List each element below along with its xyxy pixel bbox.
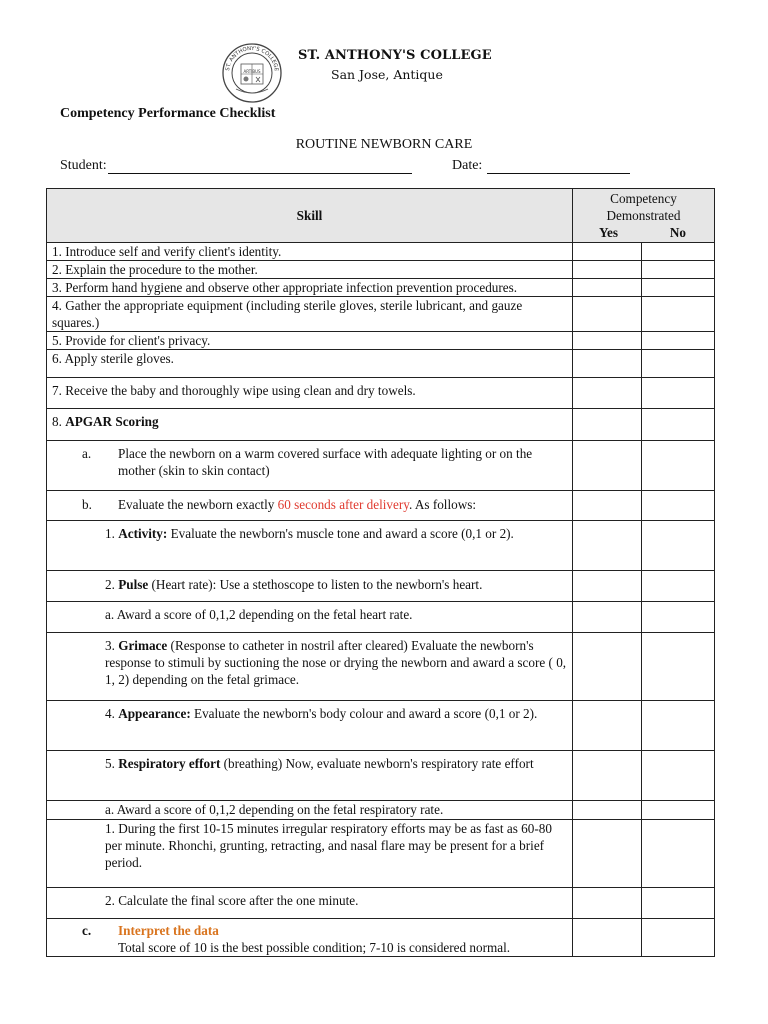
- table-row: [47, 571, 715, 602]
- yes-cell[interactable]: [573, 279, 642, 297]
- skill-text-part: . As follows:: [409, 497, 477, 512]
- skill-cell: [47, 751, 573, 801]
- yes-no-header: [573, 224, 714, 241]
- pulse-heading: Pulse: [118, 577, 149, 592]
- no-header: No: [669, 225, 687, 240]
- skill-cell: 6. Apply sterile gloves.: [47, 350, 573, 378]
- table-row: [47, 602, 715, 633]
- table-row: [47, 888, 715, 919]
- skill-number: 3.: [105, 638, 119, 653]
- skill-number: 1.: [105, 526, 119, 541]
- skill-cell: [47, 521, 573, 571]
- no-cell[interactable]: [642, 441, 715, 491]
- date-label: Date:: [452, 158, 483, 173]
- yes-cell[interactable]: [573, 751, 642, 801]
- no-cell[interactable]: [642, 261, 715, 279]
- yes-cell[interactable]: [573, 350, 642, 378]
- table-row: [47, 409, 715, 441]
- skill-text: (Heart rate): Use a stethoscope to listen to the newborn's heart.: [148, 577, 483, 592]
- skill-cell: a. Award a score of 0,1,2 depending on the fetal respiratory rate.: [47, 801, 573, 820]
- document-title: ROUTINE NEWBORN CARE: [295, 137, 473, 152]
- skill-header: Skill: [47, 189, 573, 243]
- table-row: [47, 261, 715, 279]
- no-cell[interactable]: [642, 888, 715, 919]
- yes-cell[interactable]: [573, 602, 642, 633]
- skill-text: Evaluate the newborn's muscle tone and award a score (0,1 or 2).: [167, 526, 514, 541]
- skill-cell: 5. Provide for client's privacy.: [47, 332, 573, 350]
- skill-text: Total score of 10 is the best possible condition; 7-10 is considered normal.: [118, 940, 511, 955]
- skill-cell: [47, 701, 573, 751]
- svg-text:ARTIBUS: ARTIBUS: [243, 69, 261, 74]
- item-letter: a.: [82, 446, 92, 461]
- skill-cell: [47, 571, 573, 602]
- skill-cell: 4. Gather the appropriate equipment (including sterile gloves, sterile lubricant, and gauze squares.): [47, 297, 573, 332]
- skill-number: 8.: [52, 414, 66, 429]
- skill-cell: [47, 491, 573, 521]
- skill-text: Evaluate the newborn's body colour and award a score (0,1 or 2).: [190, 706, 538, 721]
- skill-text: (breathing) Now, evaluate newborn's respiratory rate effort: [220, 756, 534, 771]
- no-cell[interactable]: [642, 633, 715, 701]
- yes-cell[interactable]: [573, 491, 642, 521]
- activity-heading: Activity:: [118, 526, 168, 541]
- table-row: [47, 919, 715, 957]
- yes-header: Yes: [599, 225, 619, 240]
- competency-header-line2: Demonstrated: [606, 208, 681, 223]
- no-cell[interactable]: [642, 820, 715, 888]
- appearance-heading: Appearance:: [118, 706, 191, 721]
- table-row: [47, 633, 715, 701]
- table-row: [47, 279, 715, 297]
- skill-text: Place the newborn on a warm covered surface with adequate lighting or on the mother (skin to skin contact): [118, 446, 533, 478]
- yes-cell[interactable]: [573, 801, 642, 820]
- item-letter: b.: [82, 497, 92, 512]
- table-row: [47, 332, 715, 350]
- yes-cell[interactable]: [573, 243, 642, 261]
- yes-cell[interactable]: [573, 633, 642, 701]
- interpret-block: [118, 922, 510, 956]
- college-seal-logo: [222, 43, 282, 103]
- checklist-title: Competency Performance Checklist: [60, 106, 276, 121]
- skill-text: [118, 496, 476, 513]
- no-cell[interactable]: [642, 409, 715, 441]
- no-cell[interactable]: [642, 297, 715, 332]
- yes-cell[interactable]: [573, 571, 642, 602]
- no-cell[interactable]: [642, 602, 715, 633]
- date-blank-line[interactable]: [487, 159, 630, 174]
- no-cell[interactable]: [642, 751, 715, 801]
- table-row: [47, 801, 715, 820]
- skill-cell: 2. Explain the procedure to the mother.: [47, 261, 573, 279]
- interpret-heading: Interpret the data: [118, 923, 219, 938]
- student-blank-line[interactable]: [108, 159, 412, 174]
- skill-cell: [47, 378, 573, 409]
- skill-cell: 1. Introduce self and verify client's identity.: [47, 243, 573, 261]
- table-row: [47, 751, 715, 801]
- yes-cell[interactable]: [573, 261, 642, 279]
- skill-number: 5.: [105, 756, 119, 771]
- yes-cell[interactable]: [573, 332, 642, 350]
- table-header-row: [47, 189, 715, 243]
- competency-header-line1: Competency: [610, 191, 677, 206]
- no-cell[interactable]: [642, 491, 715, 521]
- no-cell[interactable]: [642, 919, 715, 957]
- skill-cell: [47, 409, 573, 441]
- table-row: [47, 820, 715, 888]
- no-cell[interactable]: [642, 521, 715, 571]
- no-cell[interactable]: [642, 279, 715, 297]
- table-row: [47, 491, 715, 521]
- table-row: [47, 378, 715, 409]
- no-cell[interactable]: [642, 701, 715, 751]
- skill-cell: 1. During the first 10-15 minutes irregular respiratory efforts may be as fast as 60-80 per minute. Rhonchi, grunting, retracting, and nasal flare may be present for a brief period.: [47, 820, 573, 888]
- item-letter: c.: [82, 923, 92, 938]
- table-row: [47, 350, 715, 378]
- no-cell[interactable]: [642, 378, 715, 409]
- student-field[interactable]: [60, 158, 412, 174]
- no-cell[interactable]: [642, 350, 715, 378]
- skill-cell: [47, 919, 573, 957]
- skill-text: 7. Receive the baby and thoroughly wipe using clean and dry towels.: [52, 383, 416, 398]
- table-row: [47, 701, 715, 751]
- yes-cell[interactable]: [573, 521, 642, 571]
- college-location: San Jose, Antique: [331, 67, 443, 82]
- yes-cell[interactable]: [573, 409, 642, 441]
- skill-text-part: Evaluate the newborn exactly: [118, 497, 278, 512]
- table-row: [47, 243, 715, 261]
- skill-number: 4.: [105, 706, 119, 721]
- skill-number: 2.: [105, 577, 119, 592]
- skill-cell: 2. Calculate the final score after the one minute.: [47, 888, 573, 919]
- competency-table: [46, 188, 715, 957]
- grimace-heading: Grimace: [118, 638, 168, 653]
- yes-cell[interactable]: [573, 297, 642, 332]
- no-cell[interactable]: [642, 243, 715, 261]
- respiratory-heading: Respiratory effort: [118, 756, 221, 771]
- table-row: [47, 441, 715, 491]
- student-label: Student:: [60, 158, 107, 173]
- svg-text:ST. ANTHONY'S COLLEGE: ST. ANTHONY'S COLLEGE: [225, 45, 279, 72]
- table-row: [47, 297, 715, 332]
- skill-cell: [47, 441, 573, 491]
- skill-cell: [47, 633, 573, 701]
- yes-cell[interactable]: [573, 701, 642, 751]
- skill-cell: a. Award a score of 0,1,2 depending on the fetal heart rate.: [47, 602, 573, 633]
- table-row: [47, 521, 715, 571]
- no-cell[interactable]: [642, 801, 715, 820]
- yes-cell[interactable]: [573, 378, 642, 409]
- date-field[interactable]: [452, 158, 630, 174]
- competency-header: [573, 189, 715, 243]
- yes-cell[interactable]: [573, 820, 642, 888]
- skill-text: (Response to catheter in nostril after cleared) Evaluate the newborn's response to stimuli by suctioning the nose or drying the newborn and award a score ( 0, 1, 2) depending on the fetal grimace.: [105, 638, 567, 687]
- no-cell[interactable]: [642, 571, 715, 602]
- timing-emphasis: 60 seconds after delivery: [277, 497, 409, 512]
- yes-cell[interactable]: [573, 441, 642, 491]
- yes-cell[interactable]: [573, 888, 642, 919]
- college-name: ST. ANTHONY'S COLLEGE: [298, 48, 492, 63]
- apgar-heading: APGAR Scoring: [65, 414, 159, 429]
- skill-cell: 3. Perform hand hygiene and observe other appropriate infection prevention procedures.: [47, 279, 573, 297]
- no-cell[interactable]: [642, 332, 715, 350]
- yes-cell[interactable]: [573, 919, 642, 957]
